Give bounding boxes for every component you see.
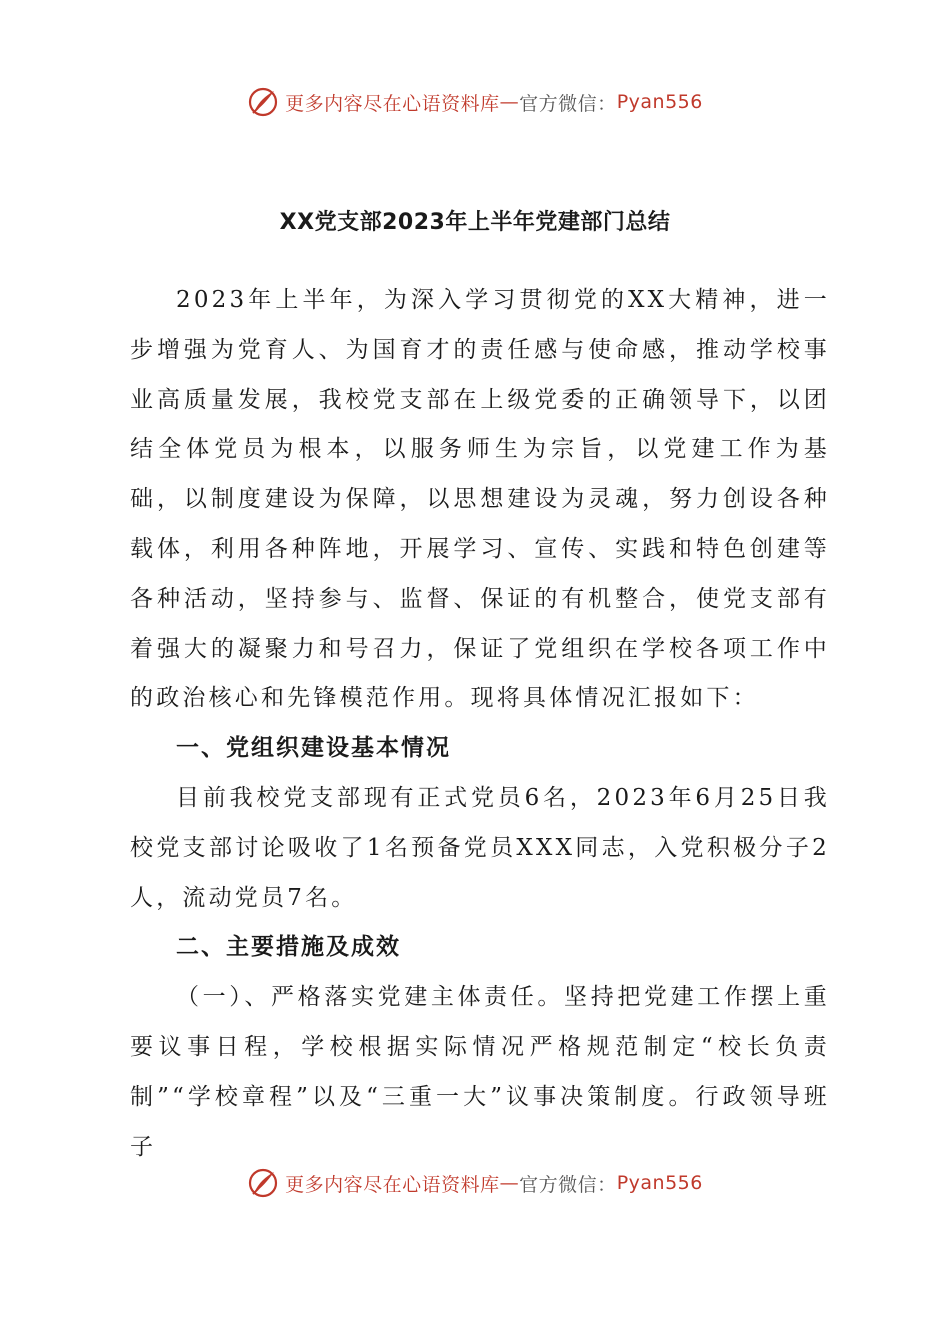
section-2-paragraph: （一）、严格落实党建主体责任。坚持把党建工作摆上重要议事日程，学校根据实际情况严格规范制定“校长负责制”“学校章程”以及“三重一大”议事决策制度。行政领导班子 (130, 984, 830, 1160)
section-1-heading: 一、党组织建设基本情况 (176, 735, 451, 762)
footer-watermark (0, 1167, 950, 1199)
quill-pen-logo-icon (247, 86, 279, 118)
watermark-separator: — (499, 91, 520, 113)
watermark-separator: — (499, 1172, 520, 1194)
watermark-brand-text: 更多内容尽在心语资料库 (285, 92, 500, 115)
watermark-brand-text: 更多内容尽在心语资料库 (285, 1173, 500, 1196)
watermark-wechat-id: Pyan556 (616, 91, 703, 113)
document-body (130, 276, 830, 1172)
quill-pen-logo-icon (247, 1167, 279, 1199)
header-watermark (0, 86, 950, 118)
watermark-label: 官方微信： (519, 1173, 617, 1196)
document-title: XX党支部2023年上半年党建部门总结 (279, 210, 671, 235)
section-1-paragraph: 目前我校党支部现有正式党员6名，2023年6月25日我校党支部讨论吸收了1名预备党员XXX同志，入党积极分子2人，流动党员7名。 (130, 784, 830, 911)
intro-paragraph: 2023年上半年，为深入学习贯彻党的XX大精神，进一步增强为党育人、为国育才的责任感与使命感，推动学校事业高质量发展，我校党支部在上级党委的正确领导下，以团结全体党员为根本，以服务师生为宗旨，以党建工作为基础，以制度建设为保障，以思想建设为灵魂，努力创设各种载体，利用各种阵地，开展学习、宣传、实践和特色创建等各种活动，坚持参与、监督、保证的有机整合，使党支部有着强大的凝聚力和号召力，保证了党组织在学校各项工作中的政治核心和先锋模范作用。现将具体情况汇报如下： (130, 287, 830, 712)
watermark-wechat-id: Pyan556 (616, 1172, 703, 1194)
watermark-label: 官方微信： (519, 92, 617, 115)
section-2-heading: 二、主要措施及成效 (176, 934, 401, 961)
